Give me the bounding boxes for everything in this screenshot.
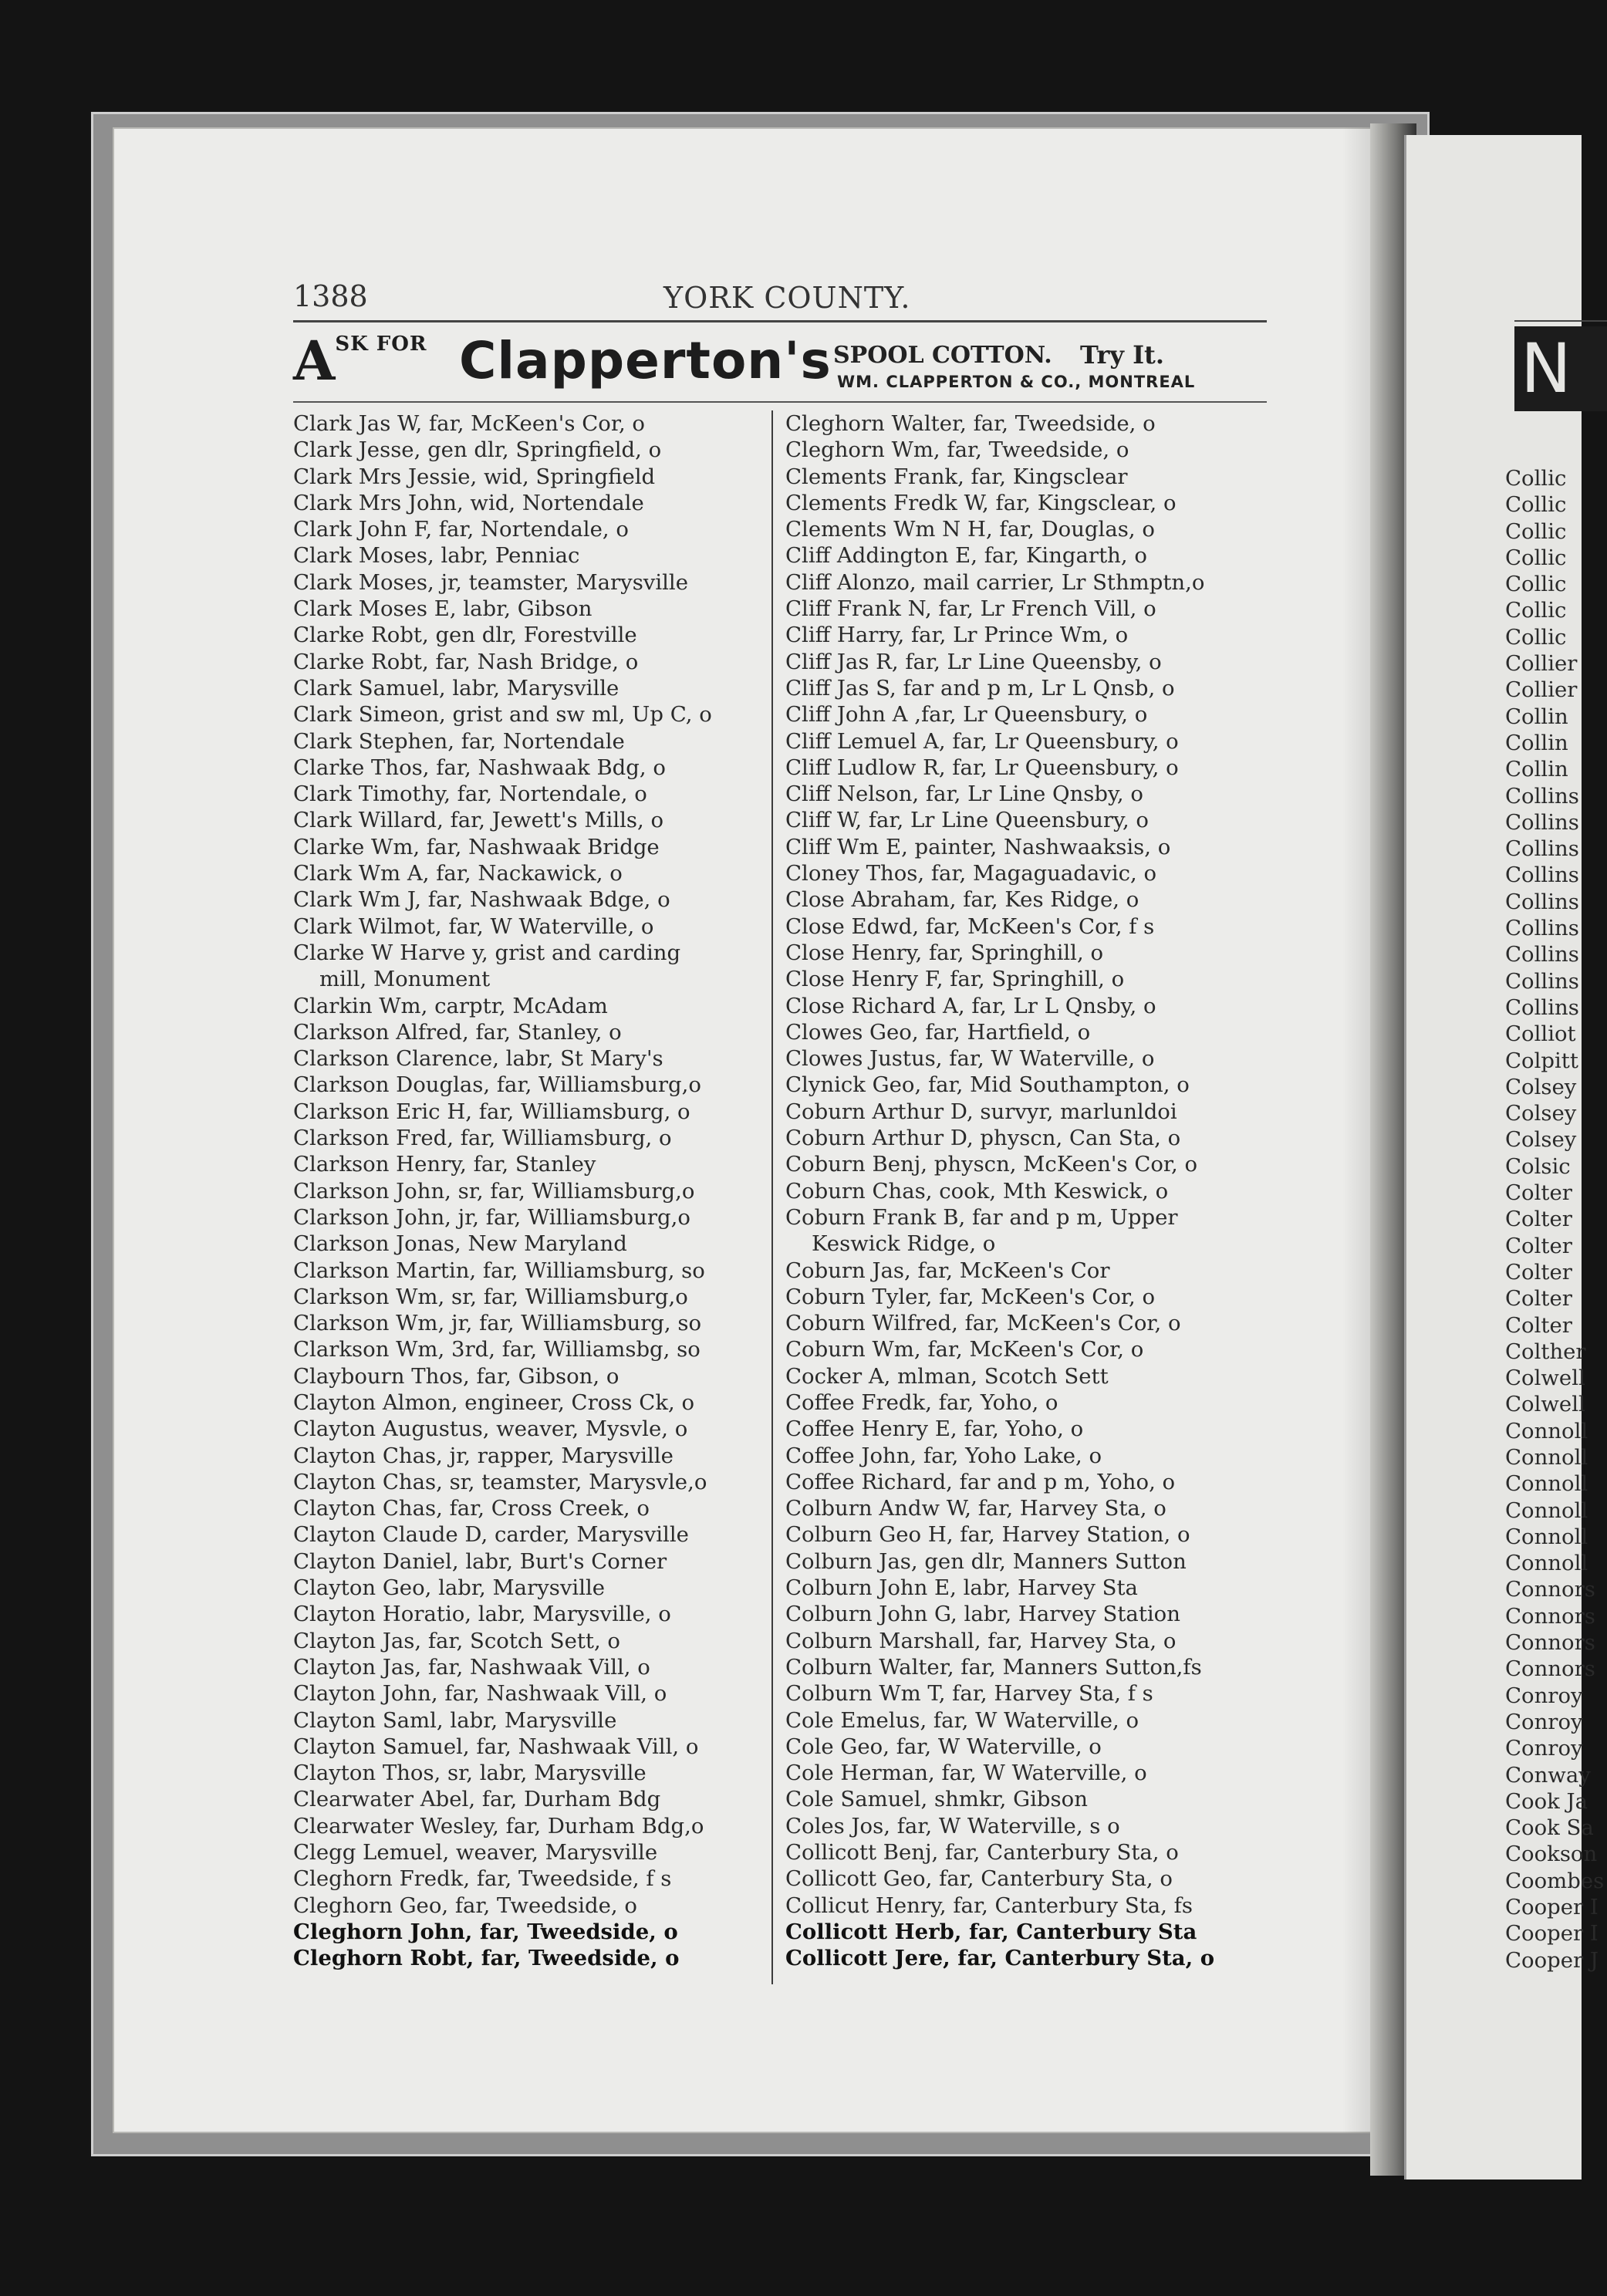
ad-ask (293, 329, 427, 393)
directory-entry: Colter (1505, 1233, 1572, 1258)
directory-entry: Cole Herman, far, W Waterville, o (785, 1761, 1147, 1786)
directory-entry: Collins (1505, 889, 1579, 914)
directory-entry: Keswick Ridge, o (812, 1231, 996, 1257)
directory-entry: Colburn Jas, gen dlr, Manners Sutton (785, 1548, 1187, 1574)
directory-entry: Collins (1505, 942, 1579, 967)
directory-entry: Clarkson Douglas, far, Williamsburg,o (293, 1072, 701, 1098)
directory-entry: Connors (1505, 1577, 1595, 1602)
directory-entry: Collic (1505, 545, 1567, 570)
directory-entry: Collins (1505, 783, 1579, 809)
ad-brand: Clapperton's (459, 331, 832, 390)
ad-ask-initial: A (293, 329, 336, 393)
directory-entry: Conway (1505, 1762, 1591, 1788)
directory-entry: Cliff Ludlow R, far, Lr Queensbury, o (785, 755, 1179, 780)
directory-entry: Clarkson Clarence, labr, St Mary's (293, 1046, 663, 1072)
directory-entry: Clayton Daniel, labr, Burt's Corner (293, 1548, 667, 1574)
directory-entry: Collins (1505, 994, 1579, 1020)
directory-entry: Connoll (1505, 1418, 1588, 1443)
directory-entry: Colsic (1505, 1153, 1571, 1179)
directory-entry: Cocker A, mlman, Scotch Sett (785, 1363, 1109, 1389)
directory-entry: Clarkson Alfred, far, Stanley, o (293, 1019, 622, 1045)
directory-entry: Collins (1505, 916, 1579, 941)
directory-entry: Cliff Addington E, far, Kingarth, o (785, 543, 1147, 569)
directory-entry: Clarkson Jonas, New Maryland (293, 1231, 627, 1257)
ad-sk-for: SK FOR (335, 333, 427, 356)
directory-entry: Close Henry, far, Springhill, o (785, 940, 1104, 965)
directory-entry: Clayton Jas, far, Nashwaak Vill, o (293, 1654, 650, 1680)
directory-entry: Clayton Saml, labr, Marysville (293, 1707, 617, 1733)
directory-entry: Clayton Claude D, carder, Marysville (293, 1522, 689, 1548)
directory-entry: Colsey (1505, 1101, 1577, 1126)
directory-entry: Collicut Henry, far, Canterbury Sta, fs (785, 1893, 1193, 1918)
directory-entry: Coburn Jas, far, McKeen's Cor (785, 1258, 1110, 1283)
next-page-edge (1404, 135, 1605, 2180)
directory-entry: Clark Wm J, far, Nashwaak Bdge, o (293, 887, 670, 913)
directory-entry: Colburn Geo H, far, Harvey Station, o (785, 1522, 1190, 1548)
directory-entry: Clayton Horatio, labr, Marysville, o (293, 1602, 671, 1627)
directory-entry: Cooper J (1505, 1947, 1599, 1973)
directory-entry: Cleghorn Walter, far, Tweedside, o (785, 411, 1156, 436)
directory-entry: Connoll (1505, 1497, 1588, 1523)
directory-entry: Colter (1505, 1312, 1572, 1338)
directory-entry: Collic (1505, 466, 1567, 491)
directory-entry: Coburn Wilfred, far, McKeen's Cor, o (785, 1311, 1181, 1336)
directory-entry: Collins (1505, 863, 1579, 888)
directory-entry: Conroy (1505, 1736, 1583, 1761)
advertisement-banner (293, 328, 1267, 397)
directory-entry: Clarkson John, sr, far, Williamsburg,o (293, 1178, 695, 1204)
directory-entry: Clark Mrs Jessie, wid, Springfield (293, 464, 656, 489)
directory-entry: Cole Samuel, shmkr, Gibson (785, 1787, 1088, 1812)
directory-entry: Clarkson Fred, far, Williamsburg, o (293, 1126, 672, 1151)
directory-entry: Clarke Wm, far, Nashwaak Bridge (293, 834, 660, 859)
left-column (293, 410, 765, 1972)
page-number: 1388 (293, 279, 368, 313)
directory-entry: Clarkson Wm, jr, far, Williamsburg, so (293, 1311, 702, 1336)
directory-entry: Collier (1505, 651, 1578, 677)
directory-entry: Collicott Jere, far, Canterbury Sta, o (785, 1946, 1215, 1971)
directory-entry: Connoll (1505, 1524, 1588, 1549)
directory-entry: Clynick Geo, far, Mid Southampton, o (785, 1072, 1190, 1098)
directory-entry: Clark Samuel, labr, Marysville (293, 675, 620, 701)
directory-entry: Cloney Thos, far, Magaguadavic, o (785, 861, 1157, 886)
directory-entry: Clayton Chas, far, Cross Creek, o (293, 1496, 650, 1521)
directory-entry: Cleghorn Geo, far, Tweedside, o (293, 1893, 637, 1918)
directory-entry: Collic (1505, 572, 1567, 597)
directory-entry: Cook Sa (1505, 1815, 1594, 1841)
directory-entry: Clark Moses, jr, teamster, Marysville (293, 569, 688, 595)
directory-entry: Cliff John A ,far, Lr Queensbury, o (785, 702, 1148, 728)
directory-entry: Coles Jos, far, W Waterville, s o (785, 1813, 1120, 1838)
next-page-column (1505, 465, 1604, 1974)
directory-entry: Clayton Chas, jr, rapper, Marysville (293, 1443, 674, 1468)
directory-entry: Conroy (1505, 1709, 1583, 1734)
directory-entry: Collins (1505, 836, 1579, 862)
directory-entry: Coburn Arthur D, physcn, Can Sta, o (785, 1126, 1181, 1151)
directory-entry: Colburn Marshall, far, Harvey Sta, o (785, 1628, 1177, 1653)
running-title: YORK COUNTY. (663, 281, 911, 315)
directory-entry: Clarkson John, jr, far, Williamsburg,o (293, 1204, 690, 1230)
directory-entry: Cliff Nelson, far, Lr Line Qnsby, o (785, 782, 1143, 807)
directory-entry: Close Edwd, far, McKeen's Cor, f s (785, 913, 1155, 939)
directory-entry: Colburn Wm T, far, Harvey Sta, f s (785, 1681, 1153, 1707)
directory-entry: Clowes Geo, far, Hartfield, o (785, 1019, 1091, 1045)
directory-entry: Clements Wm N H, far, Douglas, o (785, 517, 1155, 542)
directory-entry: Cliff Lemuel A, far, Lr Queensbury, o (785, 728, 1179, 754)
next-page-header-letter: N (1514, 326, 1607, 411)
directory-entry: Clark John F, far, Nortendale, o (293, 517, 629, 542)
directory-entry: Clegg Lemuel, weaver, Marysville (293, 1840, 658, 1866)
directory-entry: Clarke Thos, far, Nashwaak Bdg, o (293, 755, 666, 780)
directory-entry: Colburn John G, labr, Harvey Station (785, 1602, 1180, 1627)
ad-rule (293, 401, 1267, 403)
directory-entry: Collic (1505, 598, 1567, 623)
directory-entry: Cliff Wm E, painter, Nashwaaksis, o (785, 834, 1171, 859)
directory-entry: Connoll (1505, 1444, 1588, 1470)
right-column (785, 410, 1264, 1972)
directory-entry: Cole Emelus, far, W Waterville, o (785, 1707, 1139, 1733)
directory-entry: Clark Willard, far, Jewett's Mills, o (293, 808, 664, 833)
directory-entry: Cliff Jas R, far, Lr Line Queensby, o (785, 649, 1162, 674)
directory-entry: Collin (1505, 730, 1568, 755)
directory-entry: Cliff Alonzo, mail carrier, Lr Sthmptn,o (785, 569, 1205, 595)
directory-entry: Colter (1505, 1207, 1572, 1232)
directory-entry: Clark Timothy, far, Nortendale, o (293, 782, 647, 807)
directory-entry: Clements Frank, far, Kingsclear (785, 464, 1128, 489)
directory-entry: Clayton Geo, labr, Marysville (293, 1575, 606, 1601)
directory-entry: Connors (1505, 1656, 1595, 1682)
directory-entry: Clarkson Martin, far, Williamsburg, so (293, 1258, 705, 1283)
directory-entry: Cleghorn Wm, far, Tweedside, o (785, 437, 1129, 463)
directory-entry: Clark Mrs John, wid, Nortendale (293, 490, 644, 515)
directory-entry: Collic (1505, 492, 1567, 518)
directory-entry: Collin (1505, 757, 1568, 782)
directory-entry: Clark Wm A, far, Nackawick, o (293, 861, 623, 886)
directory-entry: Cliff Frank N, far, Lr French Vill, o (785, 596, 1156, 622)
directory-entry: Clarkson Wm, sr, far, Williamsburg,o (293, 1284, 688, 1309)
directory-entry: Colliot (1505, 1021, 1576, 1047)
directory-entry: Connoll (1505, 1471, 1588, 1497)
directory-entry: Clarkin Wm, carptr, McAdam (293, 993, 608, 1018)
directory-entry: Conroy (1505, 1683, 1583, 1708)
directory-entry: Collicott Herb, far, Canterbury Sta (785, 1919, 1197, 1944)
directory-entry: Cole Geo, far, W Waterville, o (785, 1734, 1102, 1759)
directory-entry: Clarke Robt, gen dlr, Forestville (293, 623, 637, 648)
directory-entry: Clayton Augustus, weaver, Mysvle, o (293, 1416, 688, 1442)
directory-entry: Cooper I (1505, 1921, 1599, 1947)
directory-entry: Colter (1505, 1259, 1572, 1285)
header-rule (293, 320, 1267, 322)
directory-entry: Clark Wilmot, far, W Waterville, o (293, 913, 654, 939)
directory-entry: Cleghorn Robt, far, Tweedside, o (293, 1946, 680, 1971)
directory-entry: Collin (1505, 704, 1568, 729)
directory-entry: mill, Monument (319, 967, 491, 992)
directory-entry: Connoll (1505, 1551, 1588, 1576)
directory-entry: Colwell (1505, 1366, 1585, 1391)
directory-entry: Colburn Walter, far, Manners Sutton,fs (785, 1654, 1202, 1680)
directory-entry: Clarkson Wm, 3rd, far, Williamsbg, so (293, 1337, 701, 1362)
directory-entry: Clarkson Eric H, far, Williamsburg, o (293, 1099, 690, 1124)
directory-entry: Colpitt (1505, 1048, 1578, 1073)
directory-entry: Cleghorn John, far, Tweedside, o (293, 1919, 678, 1944)
ad-maker: WM. CLAPPERTON & CO., MONTREAL (837, 373, 1196, 391)
page-header (293, 279, 1258, 316)
directory-entry: Close Henry F, far, Springhill, o (785, 967, 1125, 992)
directory-entry: Connors (1505, 1630, 1595, 1656)
directory-entry: Clowes Justus, far, W Waterville, o (785, 1046, 1155, 1072)
directory-entry: Clearwater Abel, far, Durham Bdg (293, 1787, 661, 1812)
directory-entry: Coburn Wm, far, McKeen's Cor, o (785, 1337, 1144, 1362)
directory-entry: Collicott Benj, far, Canterbury Sta, o (785, 1840, 1179, 1866)
directory-entry: Collins (1505, 809, 1579, 835)
directory-entry: Clark Simeon, grist and sw ml, Up C, o (293, 702, 712, 728)
directory-entry: Collic (1505, 518, 1567, 544)
directory-entry: Clayton Almon, engineer, Cross Ck, o (293, 1389, 695, 1415)
directory-entry: Cookson (1505, 1842, 1598, 1867)
next-page-rule (1514, 320, 1607, 322)
directory-entry: Coburn Tyler, far, McKeen's Cor, o (785, 1284, 1156, 1309)
directory-entry: Collins (1505, 968, 1579, 994)
directory-entry: Clayton John, far, Nashwaak Vill, o (293, 1681, 667, 1707)
directory-entry: Collicott Geo, far, Canterbury Sta, o (785, 1866, 1173, 1892)
directory-entry: Colter (1505, 1286, 1572, 1312)
directory-entry: Coffee Henry E, far, Yoho, o (785, 1416, 1084, 1442)
column-divider (771, 410, 773, 1984)
directory-entry: Cliff W, far, Lr Line Queensbury, o (785, 808, 1149, 833)
directory-entry: Collier (1505, 677, 1578, 703)
directory-entry: Collic (1505, 624, 1567, 650)
directory-entry: Coffee Richard, far and p m, Yoho, o (785, 1469, 1176, 1494)
directory-entry: Coffee John, far, Yoho Lake, o (785, 1443, 1102, 1468)
directory-entry: Coombes (1505, 1868, 1605, 1893)
directory-entry: Close Richard A, far, Lr L Qnsby, o (785, 993, 1156, 1018)
directory-entry: Connors (1505, 1603, 1595, 1629)
directory-entry: Clarkson Henry, far, Stanley (293, 1152, 596, 1177)
directory-entry: Clark Jesse, gen dlr, Springfield, o (293, 437, 662, 463)
directory-entry: Colter (1505, 1180, 1572, 1206)
directory-entry: Cliff Jas S, far and p m, Lr L Qnsb, o (785, 675, 1175, 701)
directory-entry: Clarke Robt, far, Nash Bridge, o (293, 649, 639, 674)
ad-product: SPOOL COTTON. (833, 342, 1052, 369)
directory-entry: Clayton Chas, sr, teamster, Marysvle,o (293, 1469, 707, 1494)
directory-entry: Clements Fredk W, far, Kingsclear, o (785, 490, 1177, 515)
directory-entry: Cooper I (1505, 1895, 1599, 1920)
directory-entry: Colsey (1505, 1074, 1577, 1099)
directory-entry: Colburn Andw W, far, Harvey Sta, o (785, 1496, 1166, 1521)
directory-entry: Coffee Fredk, far, Yoho, o (785, 1389, 1058, 1415)
directory-entry: Clayton Jas, far, Scotch Sett, o (293, 1628, 620, 1653)
directory-entry: Cliff Harry, far, Lr Prince Wm, o (785, 623, 1129, 648)
directory-entry: Coburn Frank B, far and p m, Upper (785, 1204, 1178, 1230)
ad-try: Try It. (1080, 340, 1164, 370)
directory-entry: Clark Moses, labr, Penniac (293, 543, 580, 569)
directory-entry: Clark Stephen, far, Nortendale (293, 728, 625, 754)
directory-entry: Clayton Samuel, far, Nashwaak Vill, o (293, 1734, 699, 1759)
directory-entry: Clearwater Wesley, far, Durham Bdg,o (293, 1813, 704, 1838)
directory-entry: Colther (1505, 1339, 1586, 1364)
directory-entry: Colsey (1505, 1127, 1577, 1153)
directory-entry: Coburn Chas, cook, Mth Keswick, o (785, 1178, 1169, 1204)
directory-entry: Claybourn Thos, far, Gibson, o (293, 1363, 620, 1389)
directory-entry: Cook Ja (1505, 1788, 1588, 1814)
directory-entry: Clarke W Harve y, grist and carding (293, 940, 681, 965)
directory-entry: Cleghorn Fredk, far, Tweedside, f s (293, 1866, 672, 1892)
directory-entry: Clark Jas W, far, McKeen's Cor, o (293, 411, 645, 436)
directory-entry: Colburn John E, labr, Harvey Sta (785, 1575, 1138, 1601)
directory-entry: Coburn Benj, physcn, McKeen's Cor, o (785, 1152, 1198, 1177)
directory-entry: Coburn Arthur D, survyr, marlunldoi (785, 1099, 1177, 1124)
directory-entry: Close Abraham, far, Kes Ridge, o (785, 887, 1139, 913)
directory-entry: Colwell (1505, 1392, 1585, 1417)
directory-entry: Clark Moses E, labr, Gibson (293, 596, 592, 622)
directory-entry: Clayton Thos, sr, labr, Marysville (293, 1761, 647, 1786)
